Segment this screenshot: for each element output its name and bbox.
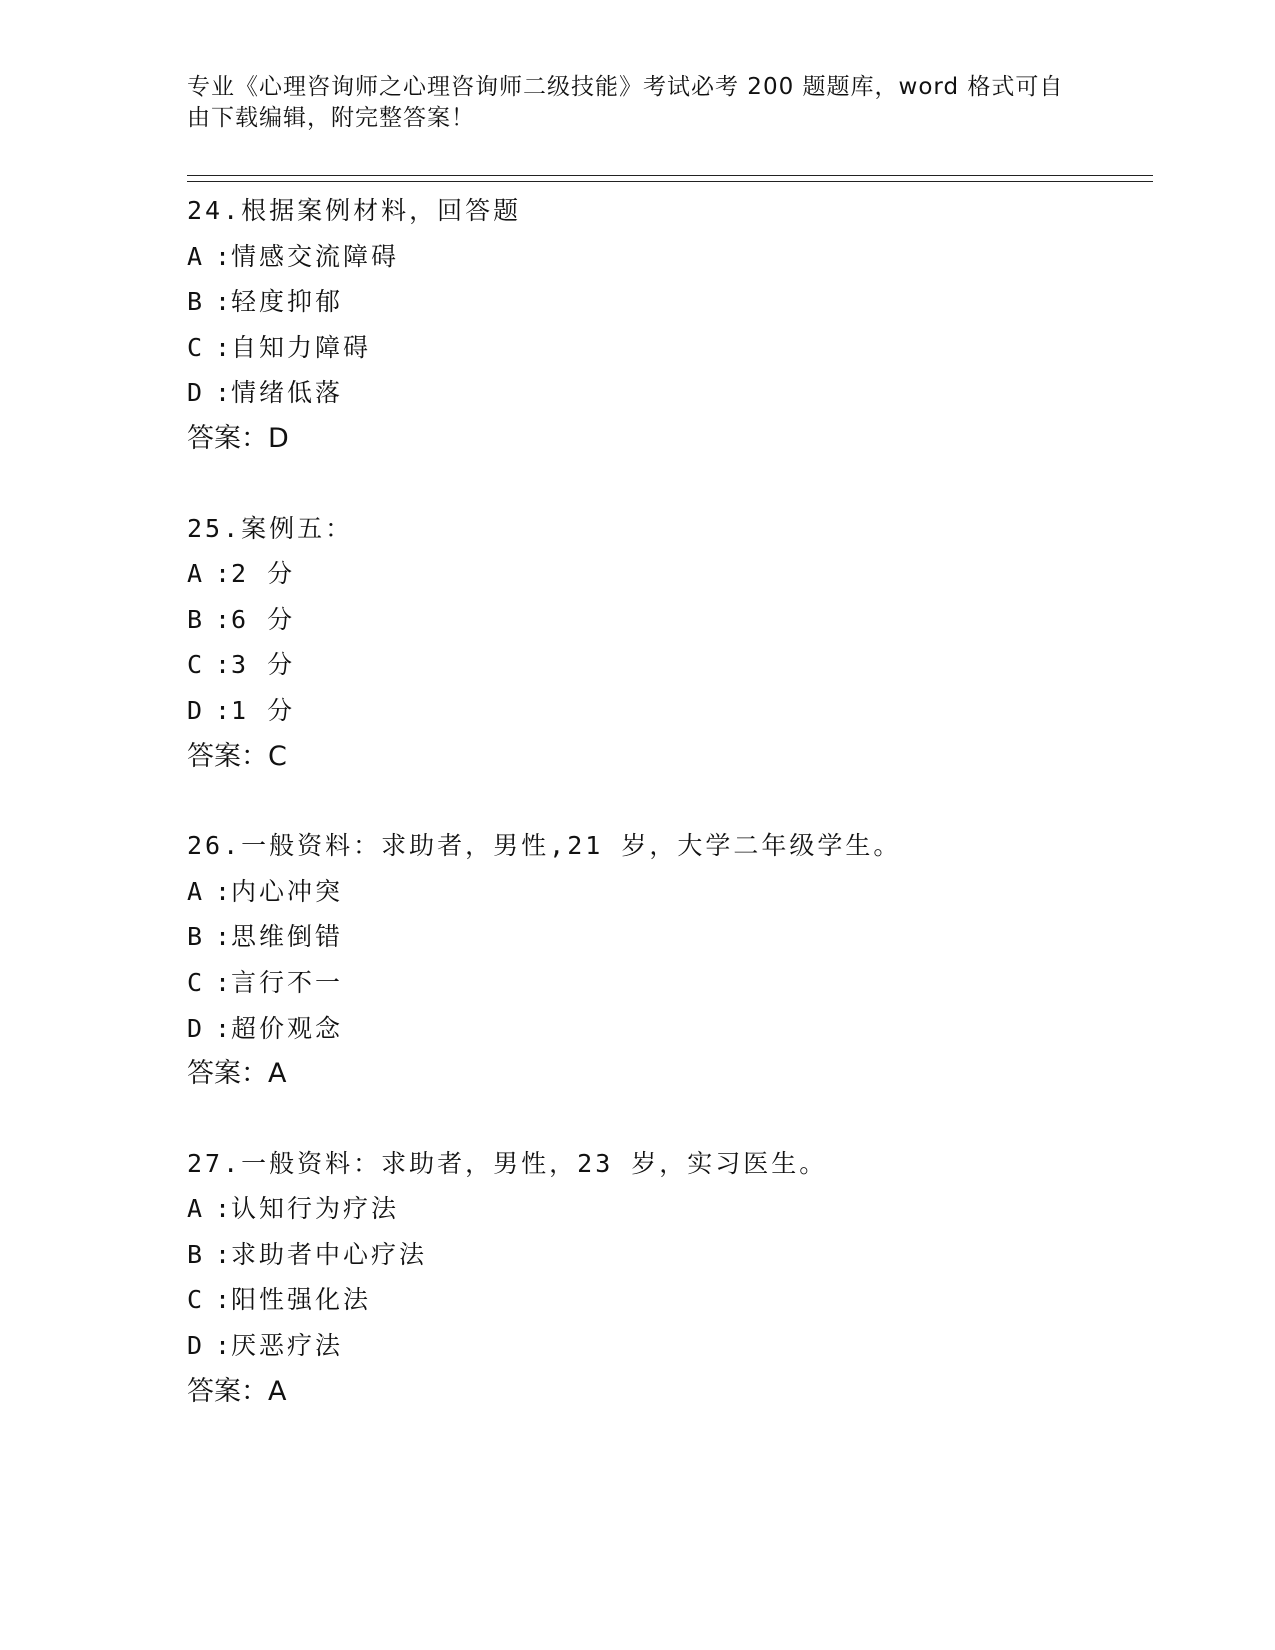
option-text: 6 分	[231, 604, 296, 634]
option-letter: D	[187, 1331, 203, 1361]
option-separator: :	[215, 1194, 234, 1224]
option-separator: :	[215, 1013, 234, 1043]
option-a	[187, 869, 1147, 915]
option-text: 言行不一	[231, 967, 344, 997]
option-d	[187, 370, 1147, 416]
option-text: 情绪低落	[231, 378, 344, 408]
option-d	[187, 688, 1147, 734]
option-separator: :	[215, 1239, 234, 1269]
option-letter: B	[187, 287, 203, 317]
option-text: 阳性强化法	[231, 1285, 372, 1315]
question-26	[187, 823, 1147, 1097]
question-title: 24.根据案例材料，回答题	[187, 196, 522, 225]
question-list	[187, 188, 1147, 1458]
option-text: 情感交流障碍	[231, 241, 400, 271]
option-letter: A	[187, 241, 203, 271]
question-title: 25.案例五：	[187, 513, 354, 543]
option-c	[187, 325, 1147, 371]
document-header	[187, 72, 1067, 134]
option-letter: D	[187, 695, 203, 725]
option-letter: B	[187, 604, 203, 634]
option-text: 超价观念	[231, 1013, 344, 1043]
option-letter: B	[187, 922, 203, 952]
option-separator: :	[215, 287, 234, 317]
option-letter: C	[187, 1285, 203, 1315]
answer-line: 答案：A	[187, 1375, 287, 1407]
option-text: 1 分	[231, 695, 296, 725]
option-separator: :	[215, 876, 234, 906]
question-title: 27.一般资料：求助者，男性，23 岁，实习医生。	[187, 1148, 828, 1178]
header-line-1: 专业《心理咨询师之心理咨询师二级技能》考试必考 200 题题库，word 格式可自	[187, 74, 1064, 100]
option-separator: :	[215, 967, 234, 997]
option-b	[187, 597, 1147, 643]
question-27	[187, 1141, 1147, 1415]
option-a	[187, 234, 1147, 280]
answer-line: 答案：C	[187, 740, 287, 772]
option-separator: :	[215, 922, 234, 952]
option-letter: B	[187, 1239, 203, 1269]
option-letter: C	[187, 967, 203, 997]
question-title: 26.一般资料：求助者，男性,21 岁，大学二年级学生。	[187, 831, 902, 861]
option-letter: C	[187, 650, 203, 680]
option-letter: C	[187, 332, 203, 362]
option-separator: :	[215, 559, 234, 589]
option-text: 轻度抑郁	[231, 287, 344, 317]
option-text: 认知行为疗法	[231, 1194, 400, 1224]
option-d	[187, 1323, 1147, 1369]
option-b	[187, 914, 1147, 960]
option-letter: D	[187, 378, 203, 408]
option-letter: A	[187, 876, 203, 906]
header-divider-bottom	[187, 181, 1153, 182]
option-text: 厌恶疗法	[231, 1331, 344, 1361]
option-a	[187, 1186, 1147, 1232]
question-25	[187, 506, 1147, 780]
option-text: 内心冲突	[231, 876, 344, 906]
option-separator: :	[215, 378, 234, 408]
option-text: 思维倒错	[231, 922, 344, 952]
option-c	[187, 960, 1147, 1006]
header-line-2: 由下载编辑，附完整答案！	[187, 105, 475, 131]
option-text: 3 分	[231, 650, 296, 680]
option-c	[187, 642, 1147, 688]
option-separator: :	[215, 1331, 234, 1361]
option-b	[187, 279, 1147, 325]
option-separator: :	[215, 604, 234, 634]
option-letter: A	[187, 1194, 203, 1224]
option-letter: D	[187, 1013, 203, 1043]
option-text: 求助者中心疗法	[231, 1239, 428, 1269]
option-separator: :	[215, 1285, 234, 1315]
answer-line: 答案：A	[187, 1058, 287, 1090]
option-letter: A	[187, 559, 203, 589]
option-a	[187, 551, 1147, 597]
option-text: 2 分	[231, 559, 296, 589]
header-divider-top	[187, 175, 1153, 176]
option-separator: :	[215, 695, 234, 725]
option-separator: :	[215, 332, 234, 362]
option-separator: :	[215, 241, 234, 271]
option-b	[187, 1232, 1147, 1278]
option-separator: :	[215, 650, 234, 680]
question-24	[187, 188, 1147, 462]
option-text: 自知力障碍	[231, 332, 372, 362]
option-d	[187, 1006, 1147, 1052]
option-c	[187, 1277, 1147, 1323]
answer-line: 答案：D	[187, 422, 289, 454]
